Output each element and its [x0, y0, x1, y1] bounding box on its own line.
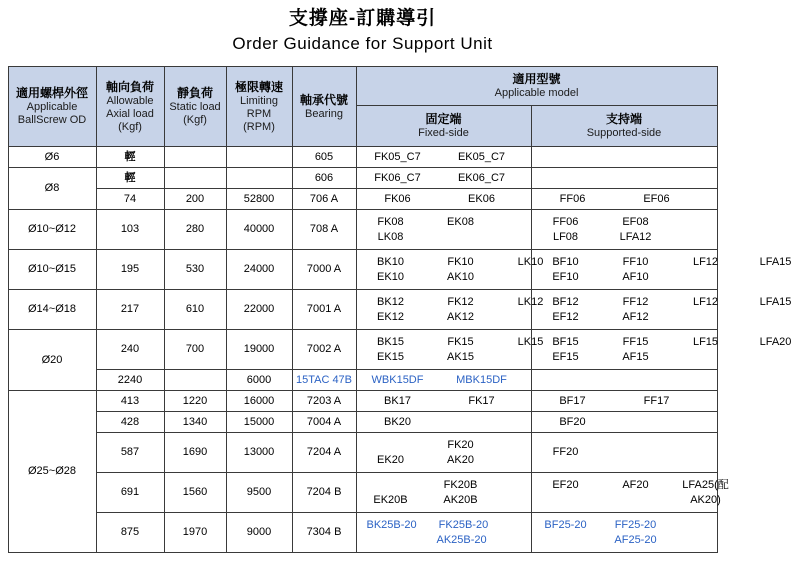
header-ballscrew-od: 適用螺桿外徑 Applicable BallScrew OD	[8, 67, 96, 147]
model-code: BK17	[384, 394, 411, 407]
model-code: EK06	[468, 192, 495, 205]
model-code	[542, 533, 590, 548]
cell-ballscrew-od: Ø10~Ø12	[8, 210, 96, 250]
model-code: BK20	[384, 415, 411, 428]
table-row	[8, 290, 717, 330]
model-code: BK15	[377, 335, 404, 348]
cell-supported-side	[531, 210, 717, 250]
table-header	[8, 67, 717, 147]
page-title-cn: 支撐座-訂購導引	[288, 8, 437, 29]
model-code: FK12	[447, 295, 474, 308]
cell-limiting-rpm: 9500	[226, 473, 292, 513]
cell-fixed-side	[356, 473, 531, 513]
cell-fixed-side	[356, 391, 531, 412]
cell-limiting-rpm: 24000	[226, 250, 292, 290]
cell-supported-side	[531, 391, 717, 412]
table-row	[8, 210, 717, 250]
model-code: BK25B-20	[366, 518, 417, 531]
model-code: FK20B	[443, 478, 478, 491]
header-bearing: 軸承代號 Bearing	[292, 67, 356, 147]
cell-ballscrew-od: Ø20	[8, 330, 96, 391]
cell-supported-side	[531, 370, 717, 391]
model-code: LFA20	[759, 335, 792, 348]
cell-static-load: 1340	[164, 412, 226, 433]
model-code: AF12	[622, 310, 649, 323]
page-title-en: Order Guidance for Support Unit	[232, 34, 493, 53]
model-code: LFA25(配AK20)	[682, 478, 729, 506]
cell-limiting-rpm: 6000	[226, 370, 292, 391]
cell-static-load: 1690	[164, 433, 226, 473]
title-block	[0, 0, 725, 56]
cell-fixed-side	[356, 250, 544, 290]
cell-ballscrew-od: Ø8	[8, 168, 96, 210]
cell-static-load: 530	[164, 250, 226, 290]
table-row	[8, 513, 717, 553]
cell-fixed-side	[356, 370, 531, 391]
cell-bearing: 706 A	[292, 189, 356, 210]
model-code: FF15	[622, 335, 649, 348]
header-static-load: 靜負荷 Static load (Kgf)	[164, 67, 226, 147]
model-code: BF20	[559, 415, 586, 428]
model-code: BF12	[552, 295, 579, 308]
cell-fixed-side	[356, 168, 531, 189]
cell-limiting-rpm: 13000	[226, 433, 292, 473]
cell-supported-side	[531, 290, 792, 330]
cell-axial-load: 875	[96, 513, 164, 553]
table-row	[8, 147, 717, 168]
cell-fixed-side	[356, 513, 531, 553]
cell-limiting-rpm: 16000	[226, 391, 292, 412]
cell-ballscrew-od: Ø25~Ø28	[8, 391, 96, 553]
table-row	[8, 433, 717, 473]
model-code: FK06	[384, 192, 411, 205]
model-code: AK20	[447, 453, 474, 466]
support-unit-table	[8, 66, 792, 553]
header-supported-side: 支持端 Supported-side	[531, 106, 717, 147]
model-code: FF06	[552, 215, 579, 228]
cell-axial-load: 217	[96, 290, 164, 330]
model-code: FF25-20	[614, 518, 657, 531]
model-code: FK06_C7	[374, 171, 421, 184]
model-code	[682, 350, 730, 365]
cell-supported-side	[531, 189, 717, 210]
model-code: EK15	[377, 350, 404, 363]
model-code: FK17	[468, 394, 495, 407]
model-code: EK12	[377, 310, 404, 323]
cell-bearing: 7004 A	[292, 412, 356, 433]
model-code	[752, 310, 800, 325]
cell-static-load	[164, 168, 226, 189]
cell-axial-load: 240	[96, 330, 164, 370]
model-code: LF08	[552, 230, 579, 243]
cell-supported-side	[531, 433, 717, 473]
cell-bearing: 7304 B	[292, 513, 356, 553]
model-code: BK10	[377, 255, 404, 268]
cell-axial-load: 2240	[96, 370, 164, 391]
cell-ballscrew-od: Ø14~Ø18	[8, 290, 96, 330]
cell-ballscrew-od: Ø10~Ø15	[8, 250, 96, 290]
model-code: EF08	[622, 215, 649, 228]
model-code: FK20	[447, 438, 474, 451]
model-code: LK12	[517, 295, 544, 308]
model-code: FF17	[643, 394, 670, 407]
model-code	[612, 445, 660, 460]
model-code: BK12	[377, 295, 404, 308]
table-row	[8, 168, 717, 189]
cell-static-load: 200	[164, 189, 226, 210]
cell-axial-load: 74	[96, 189, 164, 210]
model-code: LK08	[377, 230, 404, 243]
table-body	[8, 147, 792, 553]
cell-axial-load: 691	[96, 473, 164, 513]
model-code: AK25B-20	[436, 533, 487, 546]
model-code: LF15	[692, 335, 719, 348]
cell-axial-load: 195	[96, 250, 164, 290]
model-code: FK08	[377, 215, 404, 228]
model-code: AF10	[622, 270, 649, 283]
model-code: AF15	[622, 350, 649, 363]
table-row	[8, 391, 717, 412]
model-code: BF15	[552, 335, 579, 348]
cell-axial-load: 103	[96, 210, 164, 250]
model-code: FF20	[552, 446, 579, 458]
cell-limiting-rpm: 22000	[226, 290, 292, 330]
model-code: FK25B-20	[438, 518, 489, 531]
model-code: EK20	[377, 453, 404, 466]
cell-static-load	[164, 370, 226, 391]
cell-bearing: 606	[292, 168, 356, 189]
model-code: LFA12	[619, 230, 652, 243]
model-code: FF12	[622, 295, 649, 308]
model-code: EF06	[643, 192, 670, 205]
model-code: LF12	[692, 295, 719, 308]
cell-axial-load: 輕	[96, 147, 164, 168]
model-code: AK10	[447, 270, 474, 283]
model-code: EF10	[552, 270, 579, 283]
cell-static-load: 610	[164, 290, 226, 330]
cell-static-load: 700	[164, 330, 226, 370]
cell-limiting-rpm: 40000	[226, 210, 292, 250]
header-applicable-model: 適用型號 Applicable model	[356, 67, 717, 106]
model-code: FK10	[447, 255, 474, 268]
table-row	[8, 370, 717, 391]
cell-bearing: 15TAC 47B	[292, 370, 356, 391]
cell-limiting-rpm: 19000	[226, 330, 292, 370]
cell-limiting-rpm: 15000	[226, 412, 292, 433]
model-code: EK06_C7	[457, 171, 506, 184]
model-code: LK15	[517, 335, 544, 348]
model-code: LFA15	[759, 255, 792, 268]
model-code: BF17	[559, 394, 586, 407]
model-code: FK05_C7	[374, 150, 421, 163]
model-code	[752, 270, 800, 285]
cell-axial-load: 413	[96, 391, 164, 412]
cell-supported-side	[531, 147, 717, 168]
cell-bearing: 7000 A	[292, 250, 356, 290]
model-code	[367, 438, 415, 453]
cell-axial-load: 587	[96, 433, 164, 473]
cell-fixed-side	[356, 290, 544, 330]
cell-supported-side	[531, 412, 717, 433]
cell-bearing: 605	[292, 147, 356, 168]
header-fixed-side: 固定端 Fixed-side	[356, 106, 531, 147]
cell-bearing: 7001 A	[292, 290, 356, 330]
model-code: BF25-20	[544, 518, 587, 531]
model-code: LK10	[517, 255, 544, 268]
model-code: FF06	[559, 192, 586, 205]
cell-axial-load: 輕	[96, 168, 164, 189]
cell-bearing: 7204 A	[292, 433, 356, 473]
cell-fixed-side	[356, 189, 531, 210]
model-code: EF15	[552, 350, 579, 363]
model-code: FF10	[622, 255, 649, 268]
cell-ballscrew-od: Ø6	[8, 147, 96, 168]
cell-axial-load: 428	[96, 412, 164, 433]
model-code: MBK15DF	[456, 373, 507, 386]
cell-limiting-rpm: 9000	[226, 513, 292, 553]
model-code	[367, 533, 415, 548]
cell-fixed-side	[356, 147, 531, 168]
model-code	[367, 478, 415, 493]
model-code: FK15	[447, 335, 474, 348]
cell-static-load	[164, 147, 226, 168]
cell-bearing: 7002 A	[292, 330, 356, 370]
cell-limiting-rpm: 52800	[226, 189, 292, 210]
model-code: EK10	[377, 270, 404, 283]
header-limiting-rpm: 極限轉速 Limiting RPM (RPM)	[226, 67, 292, 147]
cell-supported-side	[531, 330, 792, 370]
cell-limiting-rpm	[226, 147, 292, 168]
model-code	[437, 230, 485, 245]
cell-supported-side	[531, 250, 792, 290]
cell-bearing: 7203 A	[292, 391, 356, 412]
model-code: EK05_C7	[457, 150, 506, 163]
model-code: AF25-20	[614, 533, 657, 546]
cell-bearing: 7204 B	[292, 473, 356, 513]
table-row	[8, 330, 717, 370]
cell-supported-side	[531, 473, 729, 513]
model-code: AK20B	[443, 493, 478, 506]
model-code: LFA15	[759, 295, 792, 308]
model-code: EF12	[552, 310, 579, 323]
model-code: EK20B	[373, 493, 408, 506]
cell-fixed-side	[356, 210, 531, 250]
model-code: EF20	[552, 478, 579, 491]
model-code: LF12	[692, 255, 719, 268]
model-code: WBK15DF	[371, 373, 424, 386]
model-code: AK15	[447, 350, 474, 363]
model-code: AF20	[622, 478, 649, 491]
model-code: BF10	[552, 255, 579, 268]
model-code: EK08	[447, 215, 474, 228]
table-row	[8, 189, 717, 210]
cell-fixed-side	[356, 330, 544, 370]
cell-static-load: 280	[164, 210, 226, 250]
cell-supported-side	[531, 513, 717, 553]
table-row	[8, 473, 717, 513]
model-code	[752, 350, 800, 365]
cell-supported-side	[531, 168, 717, 189]
header-axial-load: 軸向負荷 Allowable Axial load (Kgf)	[96, 67, 164, 147]
cell-limiting-rpm	[226, 168, 292, 189]
table-row	[8, 412, 717, 433]
cell-static-load: 1970	[164, 513, 226, 553]
cell-fixed-side	[356, 433, 531, 473]
table-row	[8, 250, 717, 290]
cell-bearing: 708 A	[292, 210, 356, 250]
cell-static-load: 1560	[164, 473, 226, 513]
model-code: AK12	[447, 310, 474, 323]
cell-fixed-side	[356, 412, 531, 433]
model-code	[682, 310, 730, 325]
model-code	[682, 270, 730, 285]
cell-static-load: 1220	[164, 391, 226, 412]
